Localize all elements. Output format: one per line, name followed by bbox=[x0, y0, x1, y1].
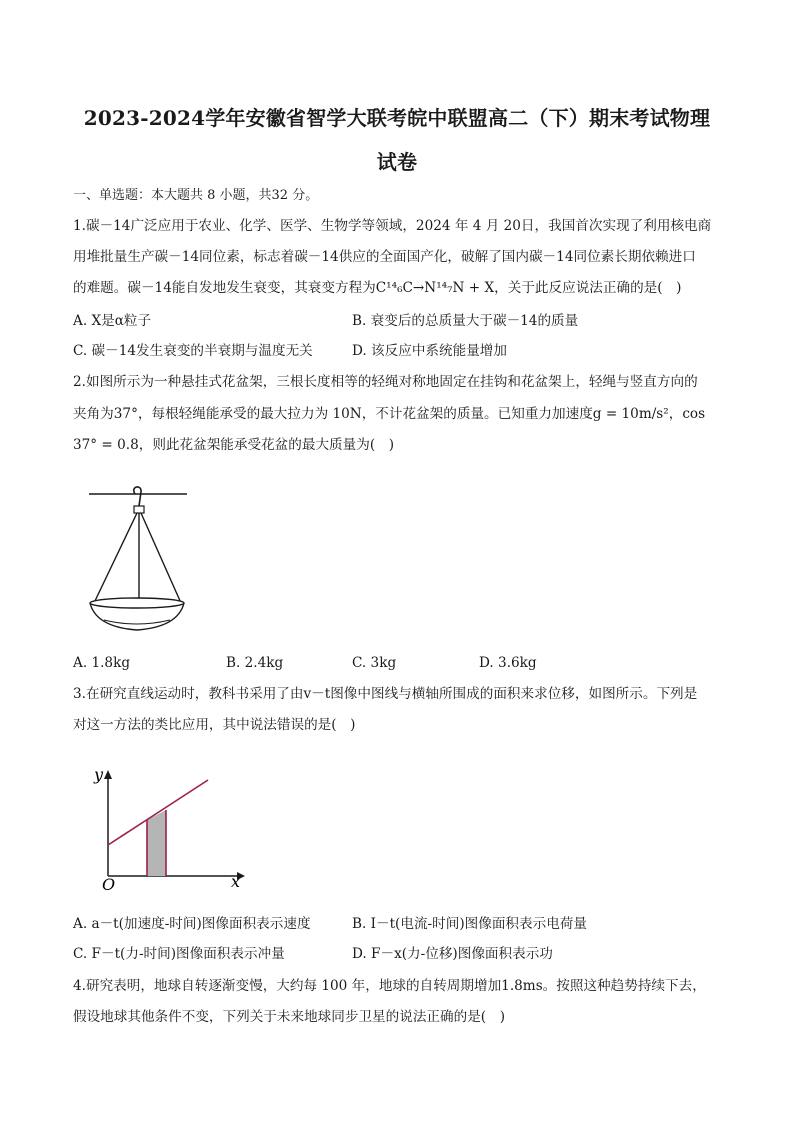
q2-line-1: 2.如图所示为一种悬挂式花盆架，三根长度相等的轻绳对称地固定在挂钩和花盆架上，轻绳与竖直方向的 bbox=[73, 374, 698, 390]
q1-option-c: C. 碳－14发生衰变的半衰期与温度无关 bbox=[73, 343, 313, 359]
section-heading: 一、单选题：本大题共 8 小题，共32 分。 bbox=[73, 188, 319, 203]
q3-option-d: D. F－x(力-位移)图像面积表示功 bbox=[352, 946, 553, 962]
q1-option-d: D. 该反应中系统能量增加 bbox=[352, 343, 507, 359]
rope-left bbox=[94, 513, 137, 603]
y-axis-arrow-icon bbox=[104, 770, 112, 779]
hanging-flowerpot-figure bbox=[84, 482, 194, 640]
exam-title-line1: 2023-2024学年安徽省智学大联考皖中联盟高二（下）期末考试物理 bbox=[83, 106, 711, 130]
q1-option-b: B. 衰变后的总质量大于碳－14的质量 bbox=[352, 313, 579, 329]
shaded-area bbox=[147, 810, 166, 876]
q2-line-2: 夹角为37°，每根轻绳能承受的最大拉力为 10N，不计花盆架的质量。已知重力加速度g = 10m/s²，cos bbox=[73, 406, 706, 422]
y-axis-label: y bbox=[94, 765, 104, 784]
q2-option-c: C. 3kg bbox=[352, 655, 397, 671]
q4-line-2: 假设地球其他条件不变，下列关于未来地球同步卫星的说法正确的是( ) bbox=[73, 1009, 506, 1025]
basin-base-curve bbox=[104, 620, 170, 624]
rope-right bbox=[141, 513, 181, 603]
q3-line-1: 3.在研究直线运动时，教科书采用了由v－t图像中图线与横轴所围成的面积来求位移，如图所示。下列是 bbox=[73, 686, 698, 702]
q3-line-2: 对这一方法的类比应用，其中说法错误的是( ) bbox=[73, 717, 356, 733]
area-under-line-figure bbox=[92, 765, 252, 895]
basin-rim bbox=[90, 598, 184, 608]
exam-title-line2: 试卷 bbox=[376, 150, 418, 174]
q1-option-a: A. X是α粒子 bbox=[73, 313, 152, 329]
hook-icon bbox=[134, 487, 141, 506]
q1-line-2: 用堆批量生产碳－14同位素，标志着碳－14供应的全面国产化，破解了国内碳－14同位素长期依赖进口 bbox=[73, 249, 696, 265]
origin-label: O bbox=[102, 875, 116, 894]
q4-line-1: 4.研究表明，地球自转逐渐变慢，大约每 100 年，地球的自转周期增加1.8ms。按照这种趋势持续下去， bbox=[73, 978, 706, 994]
q2-line-3: 37° = 0.8，则此花盆架能承受花盆的最大质量为( ) bbox=[73, 437, 395, 453]
q1-line-3: 的难题。碳－14能自发地发生衰变，其衰变方程为C¹⁴₆C→N¹⁴₇N + X，关于此反应说法正确的是( ) bbox=[73, 280, 682, 296]
q2-option-d: D. 3.6kg bbox=[479, 655, 537, 671]
q2-option-a: A. 1.8kg bbox=[73, 655, 131, 671]
q2-option-b: B. 2.4kg bbox=[226, 655, 284, 671]
q3-option-a: A. a－t(加速度-时间)图像面积表示速度 bbox=[73, 916, 311, 932]
rope-knot bbox=[134, 506, 144, 513]
q3-option-c: C. F－t(力-时间)图像面积表示冲量 bbox=[73, 946, 285, 962]
q1-line-1: 1.碳－14广泛应用于农业、化学、医学、生物学等领域，2024 年 4 月 20日，我国首次实现了利用核电商 bbox=[73, 218, 712, 234]
q3-option-b: B. I－t(电流-时间)图像面积表示电荷量 bbox=[352, 916, 587, 932]
x-axis-label: x bbox=[231, 872, 241, 891]
